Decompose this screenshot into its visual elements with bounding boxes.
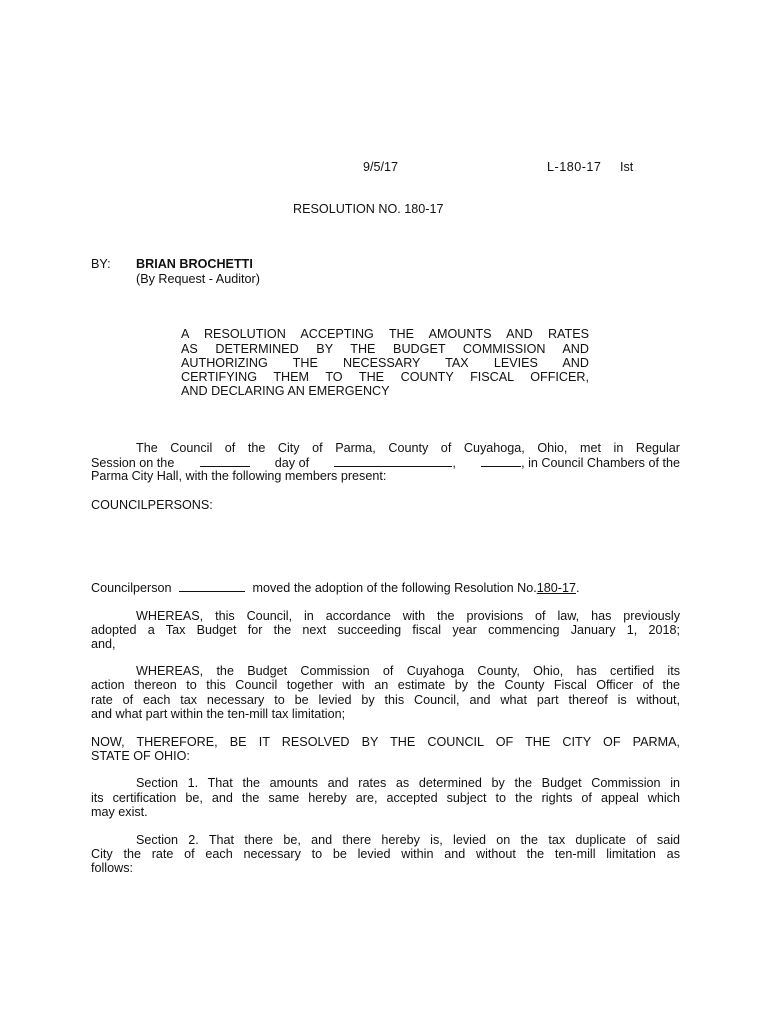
header-date: 9/5/17 (363, 160, 399, 174)
header-reading: Ist (620, 160, 634, 174)
resolution-title-line: CERTIFYING THEM TO THE COUNTY FISCAL OFFICER, (181, 370, 589, 384)
whereas-line: rate of each tax necessary to be levied by this Council, and what part thereof is without, (91, 693, 680, 707)
resolution-number: RESOLUTION NO. 180-17 (293, 202, 444, 216)
whereas-line: WHEREAS, this Council, in accordance with the provisions of law, has previously (136, 609, 680, 623)
resolution-title-line: AUTHORIZING THE NECESSARY TAX LEVIES AND (181, 356, 589, 370)
meeting-day-text: day of (274, 456, 310, 470)
year-group (481, 455, 680, 471)
resolution-title-line: A RESOLUTION ACCEPTING THE AMOUNTS AND RATES (181, 327, 589, 341)
meeting-session-text: Session on the (91, 456, 175, 470)
sponsor-name: BRIAN BROCHETTI (136, 257, 253, 271)
by-label: BY: (91, 257, 111, 271)
whereas-line: WHEREAS, the Budget Commission of Cuyahoga County, Ohio, has certified its (136, 664, 680, 678)
section2-line: follows: (91, 861, 133, 875)
councilperson-blank (179, 580, 245, 592)
section2-line: City the rate of each necessary to be levied within and without the ten-mill limitation as (91, 847, 680, 861)
resolved-line: STATE OF OHIO: (91, 749, 190, 763)
meeting-line: Parma City Hall, with the following members present: (91, 469, 387, 483)
meeting-line: The Council of the City of Parma, County of Cuyahoga, Ohio, met in Regular (136, 441, 680, 455)
whereas-line: adopted a Tax Budget for the next succeeding fiscal year commencing January 1, 2018; (91, 623, 680, 637)
motion-line (91, 580, 579, 596)
whereas-line: and, (91, 637, 116, 651)
motion-middle: moved the adoption of the following Resolution No. (252, 581, 537, 595)
motion-suffix: . (575, 581, 580, 595)
whereas-line: action thereon to this Council together with an estimate by the County Fiscal Officer of the (91, 678, 680, 692)
comma: , (452, 456, 456, 470)
section2-line: Section 2. That there be, and there hereby is, levied on the tax duplicate of said (136, 833, 680, 847)
day-blank (200, 455, 250, 467)
whereas-line: and what part within the ten-mill tax limitation; (91, 707, 346, 721)
meeting-chambers-text: , in Council Chambers of the (521, 456, 680, 470)
motion-resolution-number: 180-17 (536, 581, 576, 595)
resolution-title-line: AS DETERMINED BY THE BUDGET COMMISSION AND (181, 342, 589, 356)
section1-line: may exist. (91, 805, 148, 819)
section1-line: Section 1. That the amounts and rates as determined by the Budget Commission in (136, 776, 680, 790)
header-doc-id: L-180-17 (547, 160, 602, 174)
resolution-title-line: AND DECLARING AN EMERGENCY (181, 384, 390, 398)
month-blank (334, 455, 452, 467)
councilpersons-label: COUNCILPERSONS: (91, 498, 213, 512)
resolved-line: NOW, THEREFORE, BE IT RESOLVED BY THE COUNCIL OF THE CITY OF PARMA, (91, 735, 680, 749)
year-blank (481, 455, 521, 467)
section1-line: its certification be, and the same hereby are, accepted subject to the rights of appeal which (91, 791, 680, 805)
motion-prefix: Councilperson (91, 581, 172, 595)
sponsor-request: (By Request - Auditor) (136, 272, 260, 286)
